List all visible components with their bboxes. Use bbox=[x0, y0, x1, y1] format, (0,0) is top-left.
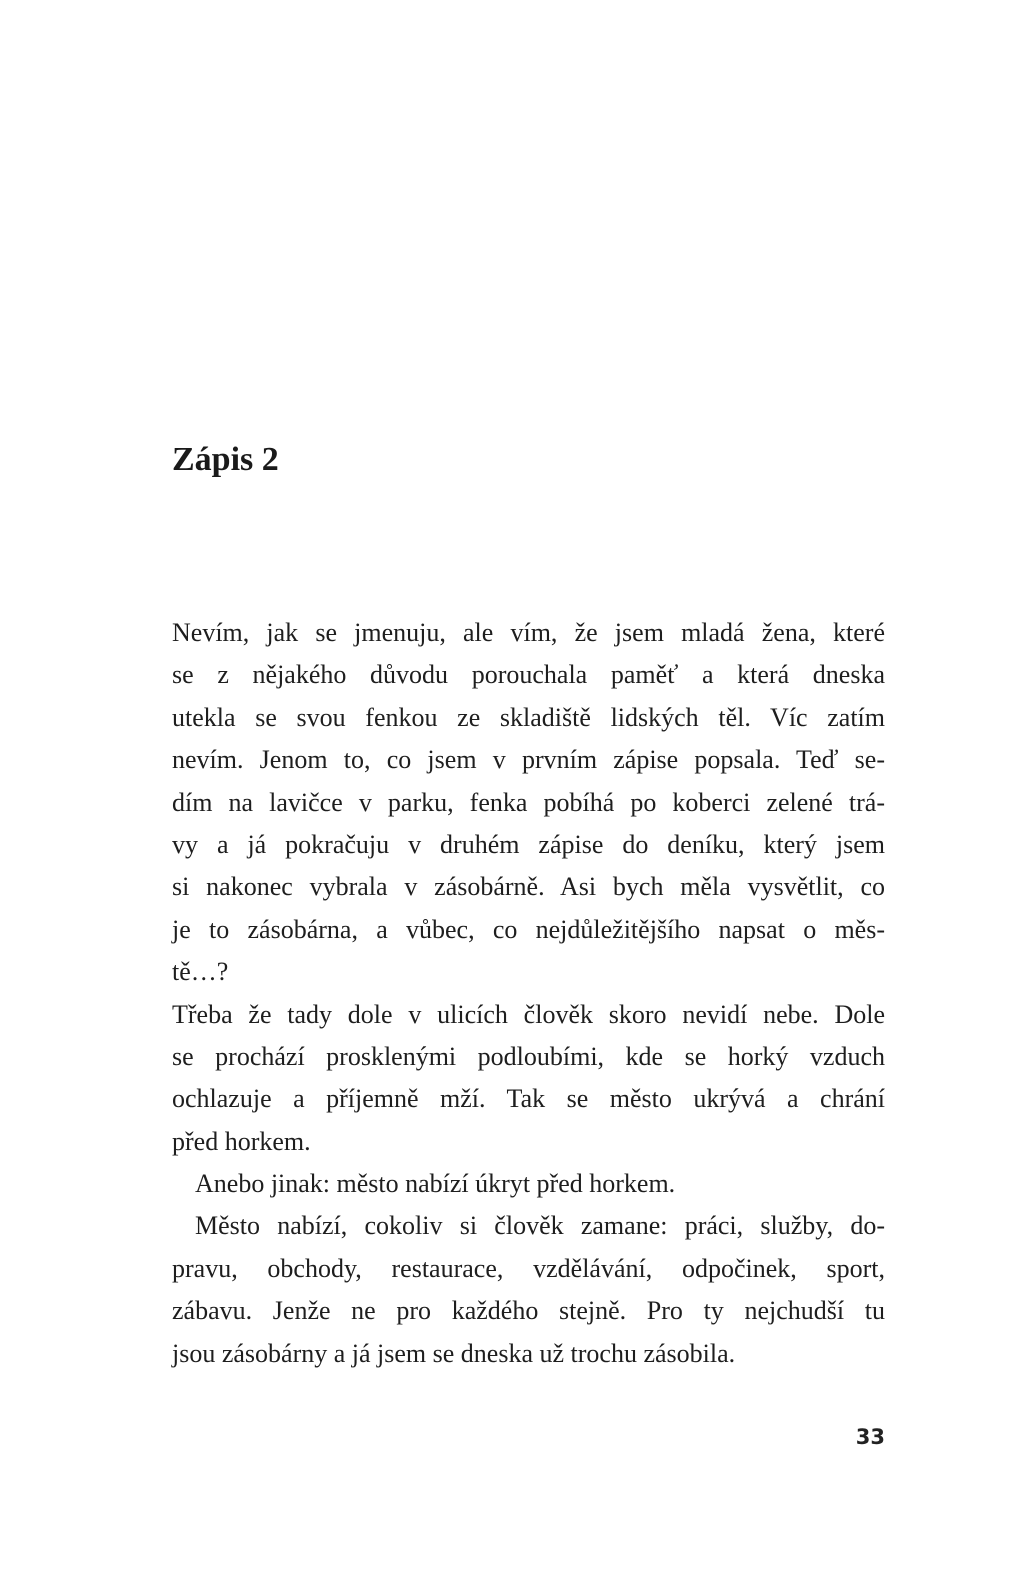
text-line: vy a já pokračuju v druhém zápise do deníku, který jsem bbox=[172, 829, 885, 859]
text-line: zábavu. Jenže ne pro každého stejně. Pro ty nejchudší tu bbox=[172, 1296, 885, 1326]
text-line: nevím. Jenom to, co jsem v prvním zápise popsala. Teď se- bbox=[172, 745, 885, 775]
text-line: Nevím, jak se jmenuju, ale vím, že jsem mladá žena, které bbox=[172, 618, 885, 647]
text-line: ochlazuje a příjemně mží. Tak se město ukrývá a chrání bbox=[172, 1084, 885, 1114]
chapter-title: Zápis 2 bbox=[172, 441, 279, 478]
text-line: dím na lavičce v parku, fenka pobíhá po koberci zelené trá- bbox=[172, 787, 885, 817]
page-number: 33 bbox=[855, 1425, 885, 1449]
text-line: před horkem. bbox=[172, 1126, 311, 1156]
text-line: si nakonec vybrala v zásobárně. Asi bych měla vysvětlit, co bbox=[172, 872, 885, 902]
text-line: se prochází prosklenými podloubími, kde se horký vzduch bbox=[172, 1041, 885, 1071]
text-line: utekla se svou fenkou ze skladiště lidských těl. Víc zatím bbox=[172, 702, 885, 732]
text-line: Anebo jinak: město nabízí úkryt před horkem. bbox=[195, 1169, 676, 1199]
text-line: tě…? bbox=[172, 957, 229, 987]
text-line: pravu, obchody, restaurace, vzdělávání, odpočinek, sport, bbox=[172, 1253, 885, 1283]
text-line: Město nabízí, cokoliv si člověk zamane: práci, služby, do- bbox=[195, 1211, 885, 1241]
text-line: jsou zásobárny a já jsem se dneska už trochu zásobila. bbox=[172, 1338, 736, 1368]
text-line: se z nějakého důvodu porouchala paměť a která dneska bbox=[172, 660, 885, 690]
text-line: je to zásobárna, a vůbec, co nejdůležitějšího napsat o měs- bbox=[172, 914, 885, 944]
text-line: Třeba že tady dole v ulicích člověk skoro nevidí nebe. Dole bbox=[172, 999, 885, 1029]
body-text bbox=[172, 612, 885, 1375]
